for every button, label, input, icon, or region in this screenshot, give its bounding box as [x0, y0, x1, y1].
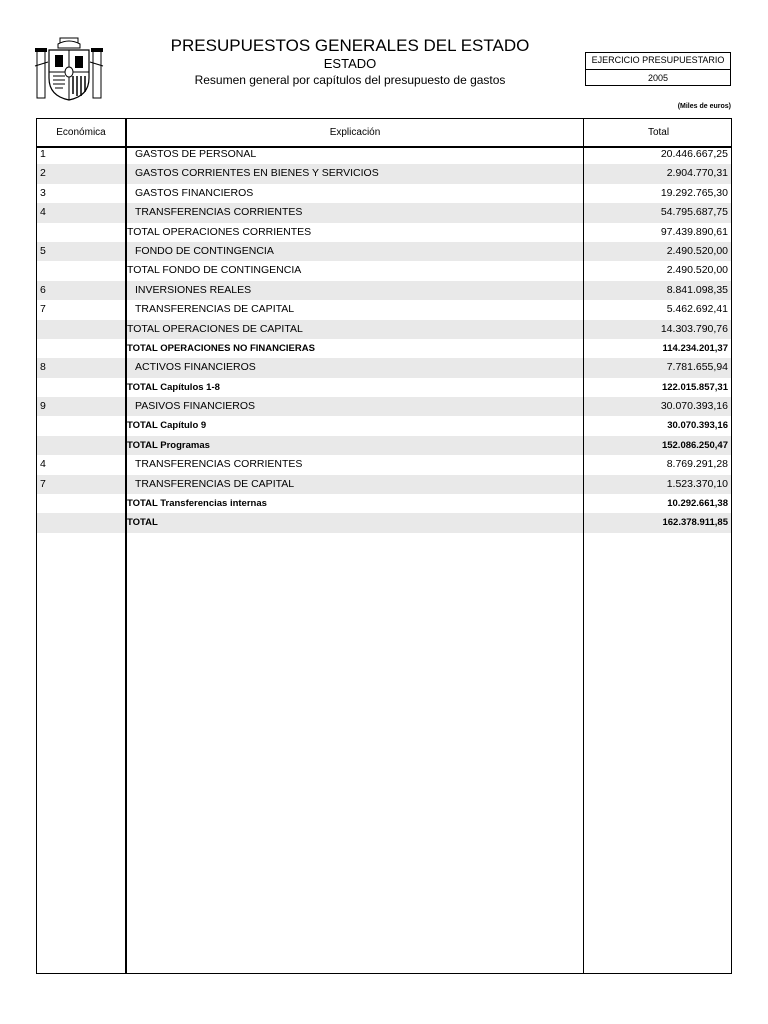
page-title: PRESUPUESTOS GENERALES DEL ESTADO [170, 36, 530, 55]
row-amount: 8.769.291,28 [666, 458, 728, 471]
row-code: 6 [40, 283, 46, 296]
exercise-box [585, 52, 731, 86]
units-note: (Miles de euros) [677, 103, 731, 110]
row-code: 7 [40, 303, 46, 316]
row-amount: 20.446.667,25 [660, 148, 728, 160]
column-divider [125, 119, 127, 973]
row-code: 5 [40, 244, 46, 257]
table-row-total [37, 378, 731, 397]
budget-table [36, 118, 732, 974]
row-description: INVERSIONES REALES [135, 283, 252, 296]
row-amount: 54.795.687,75 [660, 206, 728, 219]
column-header-total: Total [647, 127, 670, 138]
row-amount: 2.490.520,00 [666, 244, 728, 257]
row-amount: 2.490.520,00 [666, 264, 728, 277]
column-header-economica: Económica [56, 127, 106, 138]
row-description: GASTOS FINANCIEROS [135, 186, 254, 199]
table-row [37, 242, 731, 261]
table-row [37, 184, 731, 203]
row-amount: 1.523.370,10 [666, 477, 728, 490]
table-row-grand-total [37, 513, 731, 532]
table-row [37, 397, 731, 416]
row-description: GASTOS DE PERSONAL [135, 148, 257, 160]
table-body [37, 145, 731, 533]
row-code: 1 [40, 148, 46, 160]
table-row-total [37, 223, 731, 242]
table-row-total [37, 436, 731, 455]
row-amount: 2.904.770,31 [666, 167, 728, 180]
table-row [37, 145, 731, 164]
page-description: Resumen general por capítulos del presupuesto de gastos [194, 73, 506, 87]
row-amount: 5.462.692,41 [666, 303, 728, 316]
row-description: TRANSFERENCIAS CORRIENTES [135, 458, 303, 471]
table-row [37, 164, 731, 183]
row-code: 4 [40, 458, 46, 471]
row-description: TOTAL OPERACIONES CORRIENTES [127, 225, 312, 238]
column-header-explicacion: Explicación [329, 127, 381, 138]
row-description: TOTAL OPERACIONES NO FINANCIERAS [127, 342, 315, 354]
row-amount: 14.303.790,76 [660, 322, 728, 335]
row-code: 9 [40, 400, 46, 413]
row-description: TOTAL Transferencias internas [127, 498, 267, 510]
row-description: GASTOS CORRIENTES EN BIENES Y SERVICIOS [135, 167, 379, 180]
row-amount: 114.234.201,37 [662, 342, 728, 354]
row-description: TRANSFERENCIAS CORRIENTES [135, 206, 303, 219]
row-description: FONDO DE CONTINGENCIA [135, 244, 274, 257]
row-description: ACTIVOS FINANCIEROS [135, 361, 256, 374]
table-row-total [37, 339, 731, 358]
table-row-total [37, 494, 731, 513]
row-description: TOTAL FONDO DE CONTINGENCIA [127, 264, 302, 277]
coat-of-arms-icon [34, 36, 104, 102]
row-code: 8 [40, 361, 46, 374]
row-code: 3 [40, 186, 46, 199]
table-row [37, 455, 731, 474]
row-description: TOTAL Capítulos 1-8 [127, 381, 220, 393]
row-amount: 30.070.393,16 [660, 400, 728, 413]
table-row [37, 475, 731, 494]
table-header [37, 119, 731, 148]
table-row-total [37, 320, 731, 339]
row-amount: 162.378.911,85 [662, 517, 728, 529]
row-description: TOTAL Capítulo 9 [127, 420, 207, 432]
page-subtitle: ESTADO [323, 56, 377, 71]
table-row [37, 300, 731, 319]
row-description: TOTAL Programas [127, 439, 210, 451]
row-description: TRANSFERENCIAS DE CAPITAL [135, 477, 295, 490]
table-row-total [37, 416, 731, 435]
column-divider [583, 119, 584, 973]
exercise-label: EJERCICIO PRESUPUESTARIO [586, 53, 730, 70]
row-amount: 30.070.393,16 [667, 420, 728, 432]
row-amount: 7.781.655,94 [666, 361, 728, 374]
row-description: TOTAL [127, 517, 158, 529]
table-row [37, 281, 731, 300]
row-amount: 8.841.098,35 [666, 283, 728, 296]
row-description: TOTAL OPERACIONES DE CAPITAL [127, 322, 303, 335]
row-description: PASIVOS FINANCIEROS [135, 400, 255, 413]
row-code: 2 [40, 167, 46, 180]
row-code: 4 [40, 206, 46, 219]
row-description: TRANSFERENCIAS DE CAPITAL [135, 303, 295, 316]
row-amount: 122.015.857,31 [661, 381, 728, 393]
row-amount: 10.292.661,38 [667, 498, 728, 510]
row-amount: 19.292.765,30 [660, 186, 728, 199]
row-code: 7 [40, 477, 46, 490]
row-amount: 152.086.250,47 [661, 439, 728, 451]
table-row-total [37, 261, 731, 280]
table-row [37, 203, 731, 222]
row-amount: 97.439.890,61 [660, 225, 728, 238]
exercise-year: 2005 [647, 73, 669, 83]
table-row [37, 358, 731, 377]
